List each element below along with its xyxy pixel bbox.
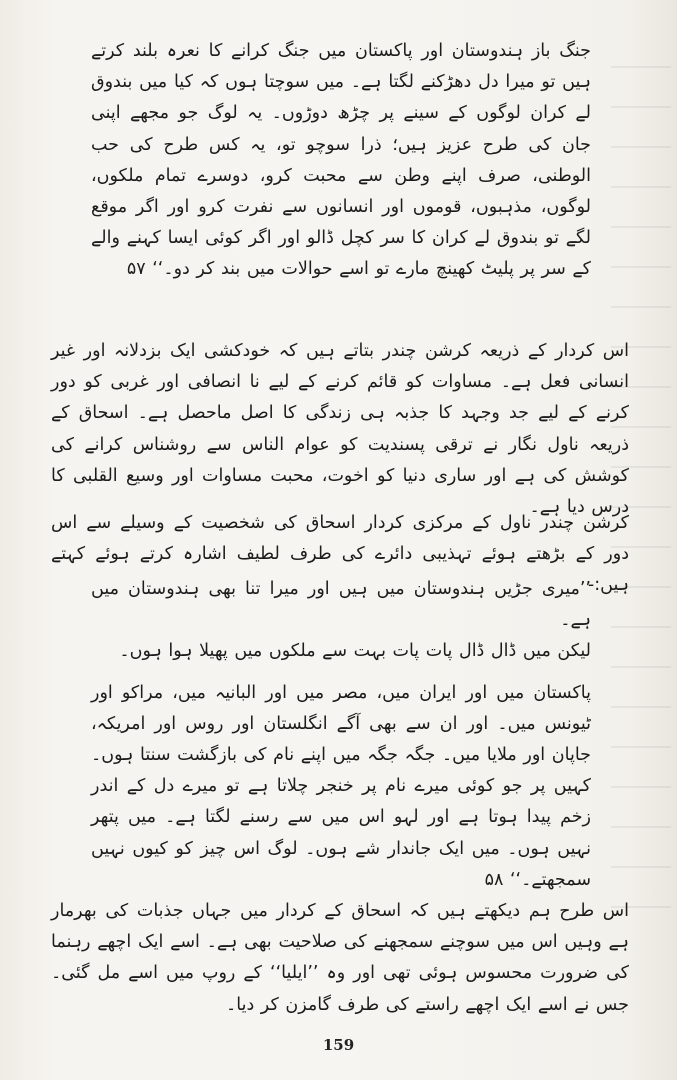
paragraph-3-text: اس طرح ہم دیکھتے ہیں کہ اسحاق کے کردار میں جہاں جذبات کی بھرمار ہے وہیں اس میں سوچنے سمجھنے کی صلاحیت بھی ہے۔ اسے ایک اچھے رہنما کی ضرورت محسوس ہوئی تھی اور وہ ’’ایلیا‘‘ کے روپ میں اسے مل گئی۔ جس نے اسے ایک اچھے راستے کی طرف گامزن کر دیا۔ [51, 901, 629, 1015]
block-quote-1 [91, 36, 591, 286]
paragraph-2-text: کرشن چندر ناول کے مرکزی کردار اسحاق کی شخصیت کے وسیلے سے اس دور کے بڑھتے ہوئے تہذیبی دائرے کی طرف لطیف اشارہ کرتے ہوئے کہتے ہیں:- [51, 513, 629, 596]
quote-1-text: جنگ باز ہندوستان اور پاکستان میں جنگ کرانے کا نعرہ بلند کرتے ہیں تو میرا دل دھڑکنے لگتا ہے۔ میں سوچتا ہوں کہ کیا میں بندوق لے کران لوگوں کے سینے پر چڑھ دوڑوں۔ یہ لوگ جو مجھے اپنی جان کی طرح عزیز ہیں؛ ذرا سوچو تو، یہ کس طرح کی حب الوطنی، صرف اپنے وطن سے محبت کرو، دوسرے تمام ملکوں، لوگوں، مذہبوں، قوموں اور انسانوں سے نفرت کرو اور اگر موقع لگے تو بندوق لے کران کا سر کچل ڈالو اور اگر کوئی ایسا کہنے والے کے سر پر پلیٹ کھینچ مارے تو اسے حوالات میں بند کر دو۔‘‘ ۵۷ [91, 41, 591, 280]
paragraph-3 [51, 896, 629, 1021]
block-quote-2 [91, 574, 591, 896]
quote-2-line-2: لیکن میں ڈال ڈال پات پات بہت سے ملکوں میں پھیلا ہوا ہوں۔ [119, 641, 591, 662]
quote-2-body: پاکستان میں اور ایران میں، مصر میں اور البانیہ میں، مراکو اور ٹیونس میں۔ اور ان سے بھی آگے انگلستان اور روس اور امریکہ، جاپان اور ملایا میں۔ جگہ جگہ میں اپنے نام کی بازگشت سنتا ہوں۔ کہیں پر جو کوئی میرے نام پر خنجر چلاتا ہے تو میرے دل کے اندر زخم پیدا ہوتا ہے اور لہو اس میں سے رسنے لگتا ہے۔ میں پتھر نہیں ہوں۔ میں ایک جاندار شے ہوں۔ لوگ اس چیز کو کیوں نہیں سمجھتے۔‘‘ ۵۸ [91, 682, 591, 890]
paragraph-1 [51, 336, 629, 523]
paragraph-1-text: اس کردار کے ذریعہ کرشن چندر بتاتے ہیں کہ خودکشی ایک بزدلانہ اور غیر انسانی فعل ہے۔ مساوات کو قائم کرنے کے لیے نا انصافی اور غربی کو دور کرنے کے لیے جد وجہد کا جذبہ ہی زندگی کا اصل ماحصل ہے۔ اسحاق کے ذریعہ ناول نگار نے ترقی پسندیت کو عوام الناس سے روشناس کرانے کی کوشش کی ہے اور ساری دنیا کو اخوت، محبت مساوات اور وسیع القلبی کا درس دیا ہے۔ [51, 341, 629, 518]
quote-2-line-1: ’’میری جڑیں ہندوستان میں ہیں اور میرا تنا بھی ہندوستان میں ہے۔ [91, 579, 591, 631]
page-number: 159 [322, 1036, 355, 1054]
